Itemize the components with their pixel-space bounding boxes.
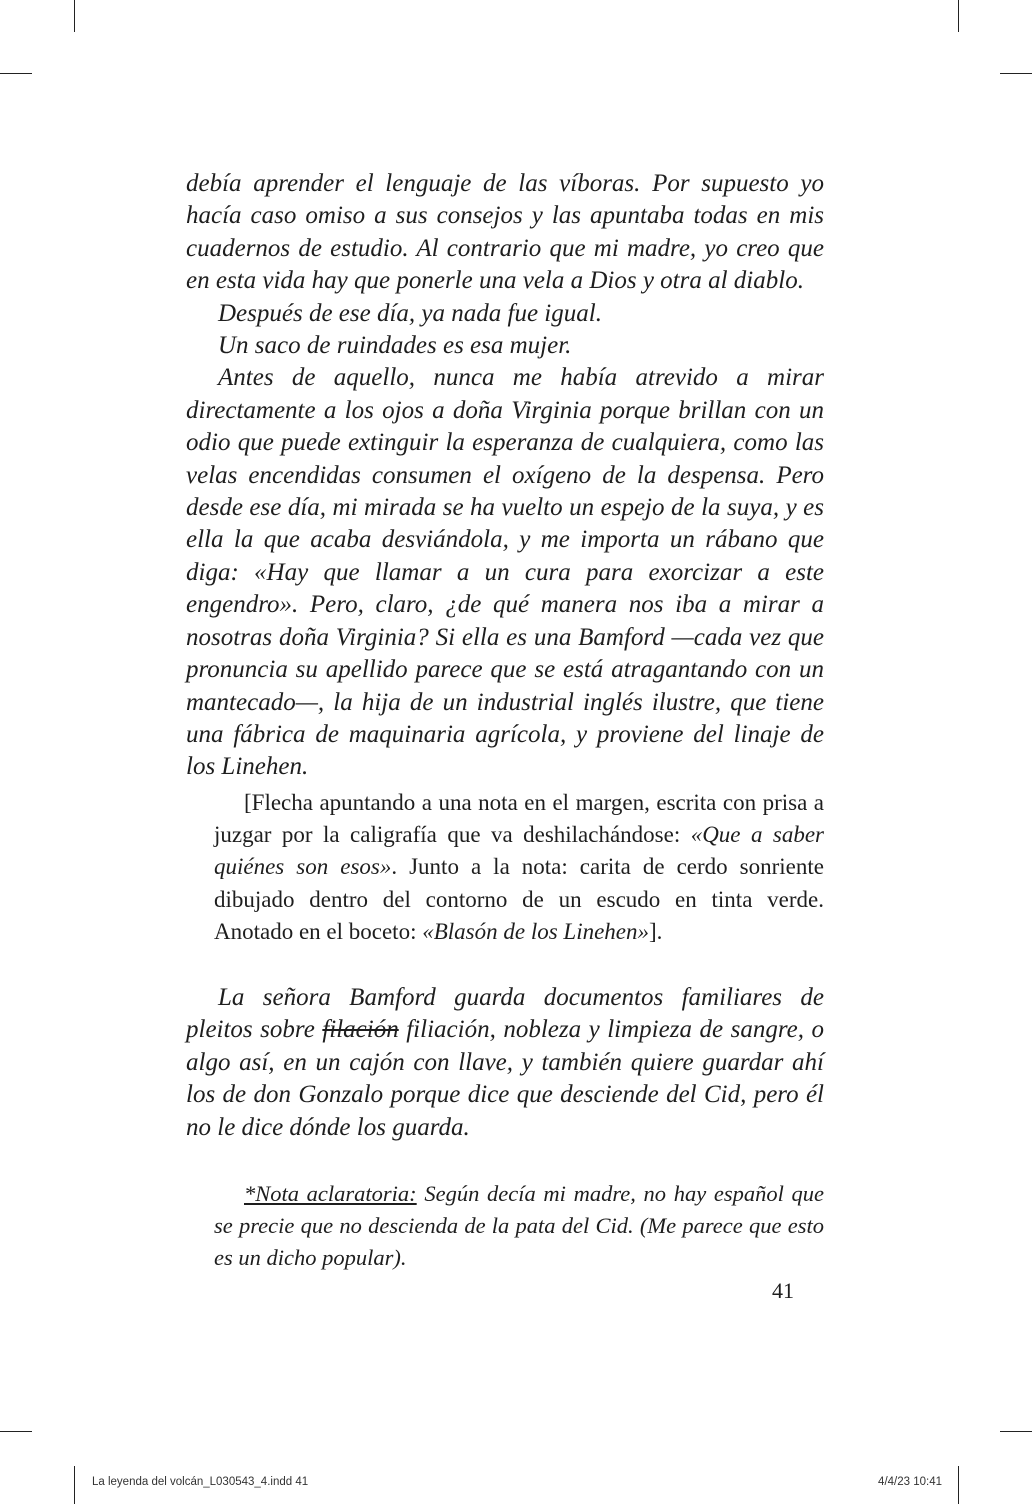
crop-mark-left-bottom bbox=[0, 1431, 32, 1432]
slug-datetime: 4/4/23 10:41 bbox=[878, 1476, 942, 1488]
paragraph-2: Después de ese día, ya nada fue igual. bbox=[218, 299, 602, 327]
bracket-note-quote2: «Blasón de los Linehen» bbox=[422, 918, 650, 944]
main-text bbox=[186, 168, 824, 784]
footnote bbox=[214, 1178, 824, 1275]
crop-mark-top-right bbox=[958, 0, 959, 32]
paragraph-5 bbox=[186, 982, 824, 1144]
paragraph-3: Un saco de ruindades es esa mujer. bbox=[218, 332, 572, 360]
crop-mark-top-left bbox=[74, 0, 75, 32]
footnote-text: Según decía mi madre, no hay español que se precie que no descienda de la pata del Cid. (Me parece que esto es un dicho popular). bbox=[214, 1181, 824, 1271]
bracket-note-part2: . Junto a la nota: carita de cerdo sonriente dibujado dentro del contorno de un escudo en tinta verde. Anotado en el boceto: bbox=[214, 854, 824, 944]
struck-word: filación bbox=[322, 1016, 399, 1044]
footnote-label: *Nota aclaratoria: bbox=[244, 1181, 417, 1206]
crop-mark-right-top bbox=[1000, 73, 1032, 74]
crop-mark-bottom-right bbox=[958, 1466, 959, 1504]
paragraph-4: Antes de aquello, nunca me había atrevido a mirar directamente a los ojos a doña Virginia porque brillan con un odio que puede extinguir la esperanza de cualquiera, como las velas encendidas consumen el oxígeno de la despensa. Pero desde ese día, mi mirada se ha vuelto un espejo de la suya, y es ella la que acaba desviándola, y me importa un rábano que diga: «Hay que llamar a un cura para exorcizar a este engendro». Pero, claro, ¿de qué manera nos iba a mirar a nosotras doña Virginia? Si ella es una Bamford —cada vez que pronuncia su apellido parece que se está atragantando con un mantecado—, la hija de un industrial inglés ilustre, que tiene una fábrica de maquinaria agrícola, y proviene del linaje de los Linehen. bbox=[186, 364, 824, 781]
bracket-note bbox=[214, 787, 824, 948]
footnote-paragraph bbox=[214, 1178, 824, 1275]
bracket-note-paragraph bbox=[214, 787, 824, 948]
crop-mark-bottom-left bbox=[74, 1466, 75, 1504]
slug-filename: La leyenda del volcán_L030543_4.indd 41 bbox=[92, 1476, 309, 1488]
crop-mark-right-bottom bbox=[1000, 1431, 1032, 1432]
bracket-note-quote1: «Que a saber quiénes son esos» bbox=[214, 822, 825, 880]
crop-mark-left-top bbox=[0, 73, 32, 74]
paragraph-1: debía aprender el lenguaje de las víboras. Por supuesto yo hacía caso omiso a sus consejos y las apuntaba todas en mis cuadernos de estudio. Al contrario que mi madre, yo creo que en esta vida hay que ponerle una vela a Dios y otra al diablo. bbox=[186, 170, 824, 295]
bracket-note-part1: [Flecha apuntando a una nota en el margen, escrita con prisa a juzgar por la caligrafía que va deshilachándose: bbox=[214, 790, 824, 848]
page-number: 41 bbox=[772, 1278, 794, 1303]
paragraph-5-before: La señora Bamford guarda documentos familiares de pleitos sobre bbox=[186, 984, 824, 1044]
bracket-note-part3: ]. bbox=[649, 918, 663, 944]
main-text-2 bbox=[186, 982, 824, 1144]
paragraph-5-after: filiación, nobleza y limpieza de sangre, o algo así, en un cajón con llave, y también quiere guardar ahí los de don Gonzalo porque dice que desciende del Cid, pero él no le dice dónde los guarda. bbox=[186, 1016, 824, 1141]
